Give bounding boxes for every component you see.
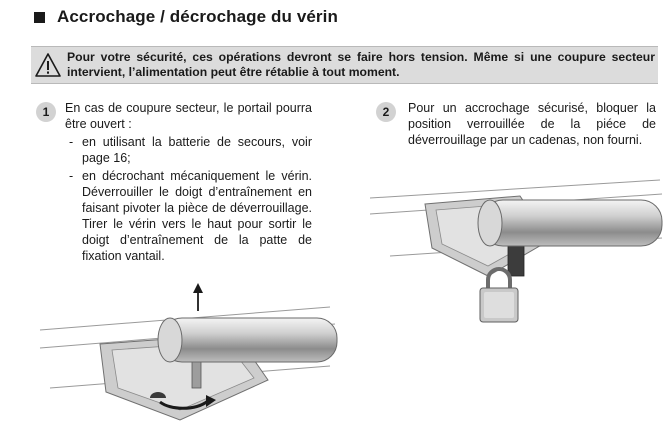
step-1-text bbox=[65, 100, 312, 264]
arrow-up-icon bbox=[193, 283, 203, 311]
padlock-icon bbox=[480, 269, 518, 322]
page-title: Accrochage / décrochage du vérin bbox=[57, 7, 338, 26]
step-1-badge: 1 bbox=[36, 102, 56, 122]
step-1-bullet-2: - en décrochant mécaniquement le vérin. Déverrouiller le doigt d’entraînement en faisant pivoter la pièce de déverrouillage. Tirer le vérin vers le haut pour sortir le doigt d’entraînement de la patte de fixation vantail. bbox=[65, 168, 312, 264]
warning-box bbox=[31, 46, 658, 84]
step-2-badge: 2 bbox=[376, 102, 396, 122]
step-1-bullet-1: - en utilisant la batterie de secours, voir page 16; bbox=[65, 134, 312, 166]
step-1-intro: En cas de coupure secteur, le portail pourra être ouvert : bbox=[65, 101, 312, 131]
step-1-bullets bbox=[65, 134, 312, 264]
illustration-padlock bbox=[370, 178, 665, 328]
step-2-intro: Pour un accrochage sécurisé, bloquer la position verrouillée de la piéce de déverrouillage par un cadenas, non fourni. bbox=[408, 101, 656, 147]
step-2-text bbox=[408, 100, 656, 148]
title-bullet bbox=[34, 12, 45, 23]
section-header bbox=[34, 7, 338, 27]
warning-text: Pour votre sécurité, ces opérations devront se faire hors tension. Même si une coupure secteur intervient, l’alimentation peut être rétablie à tout moment. bbox=[67, 50, 655, 79]
warning-triangle-icon bbox=[34, 52, 62, 78]
illustration-unhooking bbox=[30, 280, 340, 433]
